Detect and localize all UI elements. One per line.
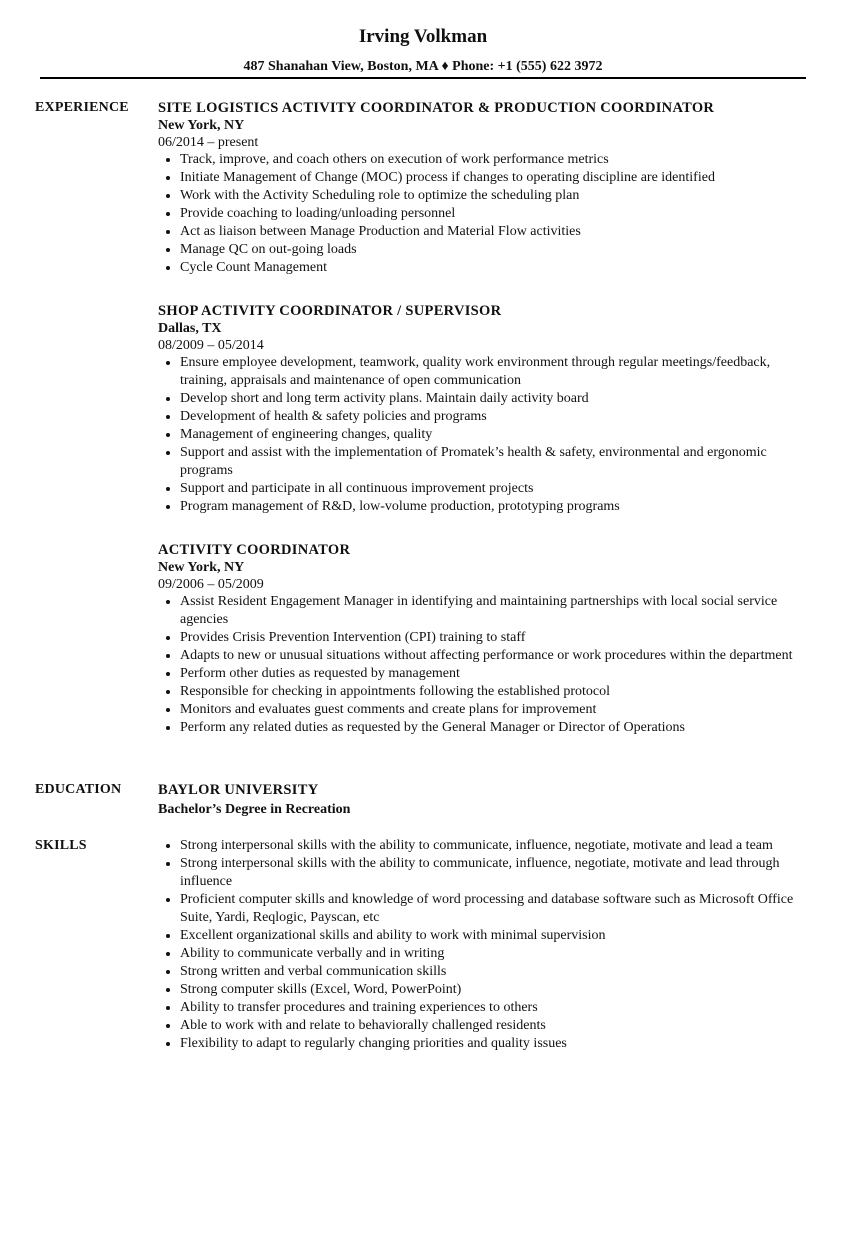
bullet-item: • Track, improve, and coach others on execution of work performance metrics [180,151,818,169]
skill-item: • Strong computer skills (Excel, Word, PowerPoint) [180,981,818,999]
bullet-item: • Manage QC on out-going loads [180,241,818,259]
job-title: ACTIVITY COORDINATOR [158,542,351,558]
skill-item: • Strong interpersonal skills with the ability to communicate, influence, negotiate, motivate and lead through influence [180,855,818,891]
bullet-item: • Monitors and evaluates guest comments and create plans for improvement [180,701,818,719]
education-body [158,781,818,819]
job-bullets [158,593,818,737]
skill-item: • Able to work with and relate to behaviorally challenged residents [180,1017,818,1035]
job-dates: 06/2014 – present [158,135,259,150]
bullet-item: • Provides Crisis Prevention Intervention (CPI) training to staff [180,629,818,647]
bullet-item: • Support and assist with the implementation of Promatek’s health & safety, environmental and ergonomic programs [180,444,818,480]
education-label: EDUCATION [35,782,122,797]
job-bullets [158,354,818,516]
bullet-item: • Cycle Count Management [180,259,818,277]
skills-label: SKILLS [35,838,87,853]
bullet-item: • Perform other duties as requested by management [180,665,818,683]
bullet-item: • Assist Resident Engagement Manager in identifying and maintaining partnerships with local social service agencies [180,593,818,629]
job-dates: 09/2006 – 05/2009 [158,577,264,592]
experience-label: EXPERIENCE [35,100,129,115]
job-location: New York, NY [158,118,245,133]
job-location: Dallas, TX [158,321,222,336]
job-bullets [158,151,818,277]
job-dates: 08/2009 – 05/2014 [158,338,264,353]
bullet-item: • Responsible for checking in appointments following the established protocol [180,683,818,701]
experience-list [158,99,818,737]
bullet-item: • Management of engineering changes, quality [180,426,818,444]
school-name: BAYLOR UNIVERSITY [158,782,319,798]
bullet-item: • Program management of R&D, low-volume production, prototyping programs [180,498,818,516]
job-location: New York, NY [158,560,245,575]
bullet-item: • Initiate Management of Change (MOC) process if changes to operating discipline are identified [180,169,818,187]
bullet-item: • Work with the Activity Scheduling role to optimize the scheduling plan [180,187,818,205]
degree: Bachelor’s Degree in Recreation [158,802,351,817]
job-title: SHOP ACTIVITY COORDINATOR / SUPERVISOR [158,303,502,319]
skills-body [158,837,818,1053]
job-entry [158,302,818,516]
skill-item: • Flexibility to adapt to regularly changing priorities and quality issues [180,1035,818,1053]
bullet-item: • Development of health & safety policies and programs [180,408,818,426]
skill-item: • Strong written and verbal communication skills [180,963,818,981]
bullet-item: • Support and participate in all continuous improvement projects [180,480,818,498]
skill-item: • Ability to communicate verbally and in writing [180,945,818,963]
skill-item: • Ability to transfer procedures and training experiences to others [180,999,818,1017]
skill-item: • Strong interpersonal skills with the ability to communicate, influence, negotiate, motivate and lead a team [180,837,818,855]
skills-list [158,837,818,1053]
skill-item: • Excellent organizational skills and ability to work with minimal supervision [180,927,818,945]
header-divider [40,77,806,79]
bullet-item: • Develop short and long term activity plans. Maintain daily activity board [180,390,818,408]
candidate-name: Irving Volkman [358,26,488,47]
bullet-item: • Act as liaison between Manage Production and Material Flow activities [180,223,818,241]
skill-item: • Proficient computer skills and knowledge of word processing and database software such as Microsoft Office Suite, Yardi, Reqlogic, Payscan, etc [180,891,818,927]
bullet-item: • Perform any related duties as requested by the General Manager or Director of Operations [180,719,818,737]
job-title: SITE LOGISTICS ACTIVITY COORDINATOR & PRODUCTION COORDINATOR [158,100,715,116]
bullet-item: • Ensure employee development, teamwork, quality work environment through regular meetings/feedback, training, appraisals and maintenance of open communication [180,354,818,390]
bullet-item: • Adapts to new or unusual situations without affecting performance or work procedures within the department [180,647,818,665]
job-entry [158,99,818,277]
contact-line: 487 Shanahan View, Boston, MA ♦ Phone: +1 (555) 622 3972 [243,59,603,74]
job-entry [158,541,818,737]
bullet-item: • Provide coaching to loading/unloading personnel [180,205,818,223]
